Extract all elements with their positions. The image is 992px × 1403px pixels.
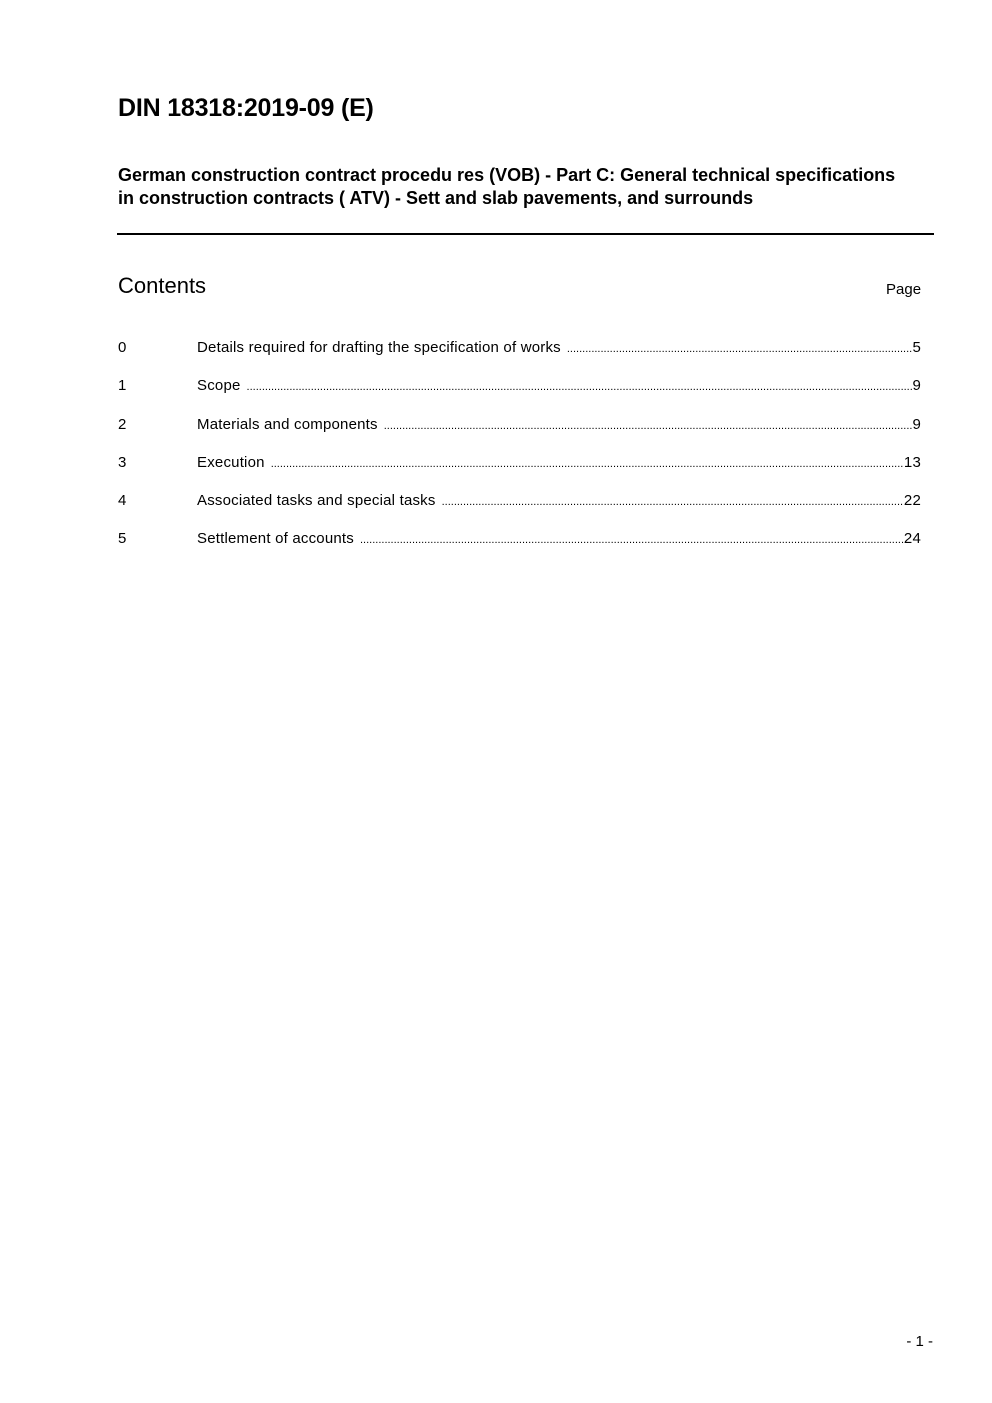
toc-dot-leader bbox=[384, 419, 913, 435]
toc-item-page: 5 bbox=[912, 339, 921, 356]
toc-item-page: 9 bbox=[912, 415, 921, 433]
toc-item[interactable] bbox=[118, 453, 921, 491]
toc-item-entry bbox=[197, 338, 921, 358]
toc-item-label: Materials and components bbox=[197, 415, 378, 433]
toc-dot-leader bbox=[247, 380, 913, 396]
toc-dot-leader bbox=[442, 495, 904, 511]
document-title: German construction contract procedu res (VOB) - Part C: General technical specifications in construction contracts ( ATV) - Sett and slab pavements, and surrounds bbox=[118, 165, 896, 208]
toc-item[interactable] bbox=[118, 338, 921, 376]
toc-item-page: 9 bbox=[912, 377, 921, 395]
toc-item[interactable] bbox=[118, 376, 921, 414]
toc-item-entry bbox=[197, 453, 921, 473]
page-column-label: Page bbox=[886, 281, 922, 298]
toc-item-number: 1 bbox=[118, 377, 127, 395]
toc-item-number: 3 bbox=[118, 453, 127, 471]
toc-item-number: 4 bbox=[118, 492, 127, 510]
toc-item-entry bbox=[197, 491, 921, 511]
toc-item-label: Scope bbox=[197, 377, 241, 395]
toc-item-label: Details required for drafting the specification of works bbox=[197, 339, 561, 356]
toc-item-entry bbox=[197, 529, 921, 549]
document-id: DIN 18318:2019-09 (E) bbox=[118, 94, 374, 122]
toc-item-label: Associated tasks and special tasks bbox=[197, 492, 436, 510]
toc-item-page: 24 bbox=[903, 530, 921, 548]
toc-item-number: 5 bbox=[118, 530, 127, 548]
contents-heading: Contents bbox=[118, 273, 207, 298]
toc-item-label: Execution bbox=[197, 453, 265, 471]
page-number: - 1 - bbox=[906, 1333, 933, 1350]
toc-dot-leader bbox=[271, 457, 904, 473]
toc-item[interactable] bbox=[118, 529, 921, 567]
toc-item-number: 2 bbox=[118, 415, 127, 433]
toc-dot-leader bbox=[567, 342, 913, 358]
toc-item-page: 22 bbox=[903, 492, 921, 510]
toc-item[interactable] bbox=[118, 415, 921, 453]
toc-item[interactable] bbox=[118, 491, 921, 529]
toc-item-entry bbox=[197, 376, 921, 396]
table-of-contents bbox=[118, 338, 921, 568]
toc-dot-leader bbox=[360, 533, 904, 549]
title-underline-divider bbox=[117, 233, 934, 235]
toc-item-entry bbox=[197, 415, 921, 435]
toc-item-number: 0 bbox=[118, 339, 127, 356]
toc-item-page: 13 bbox=[903, 453, 921, 471]
toc-item-label: Settlement of accounts bbox=[197, 530, 354, 548]
